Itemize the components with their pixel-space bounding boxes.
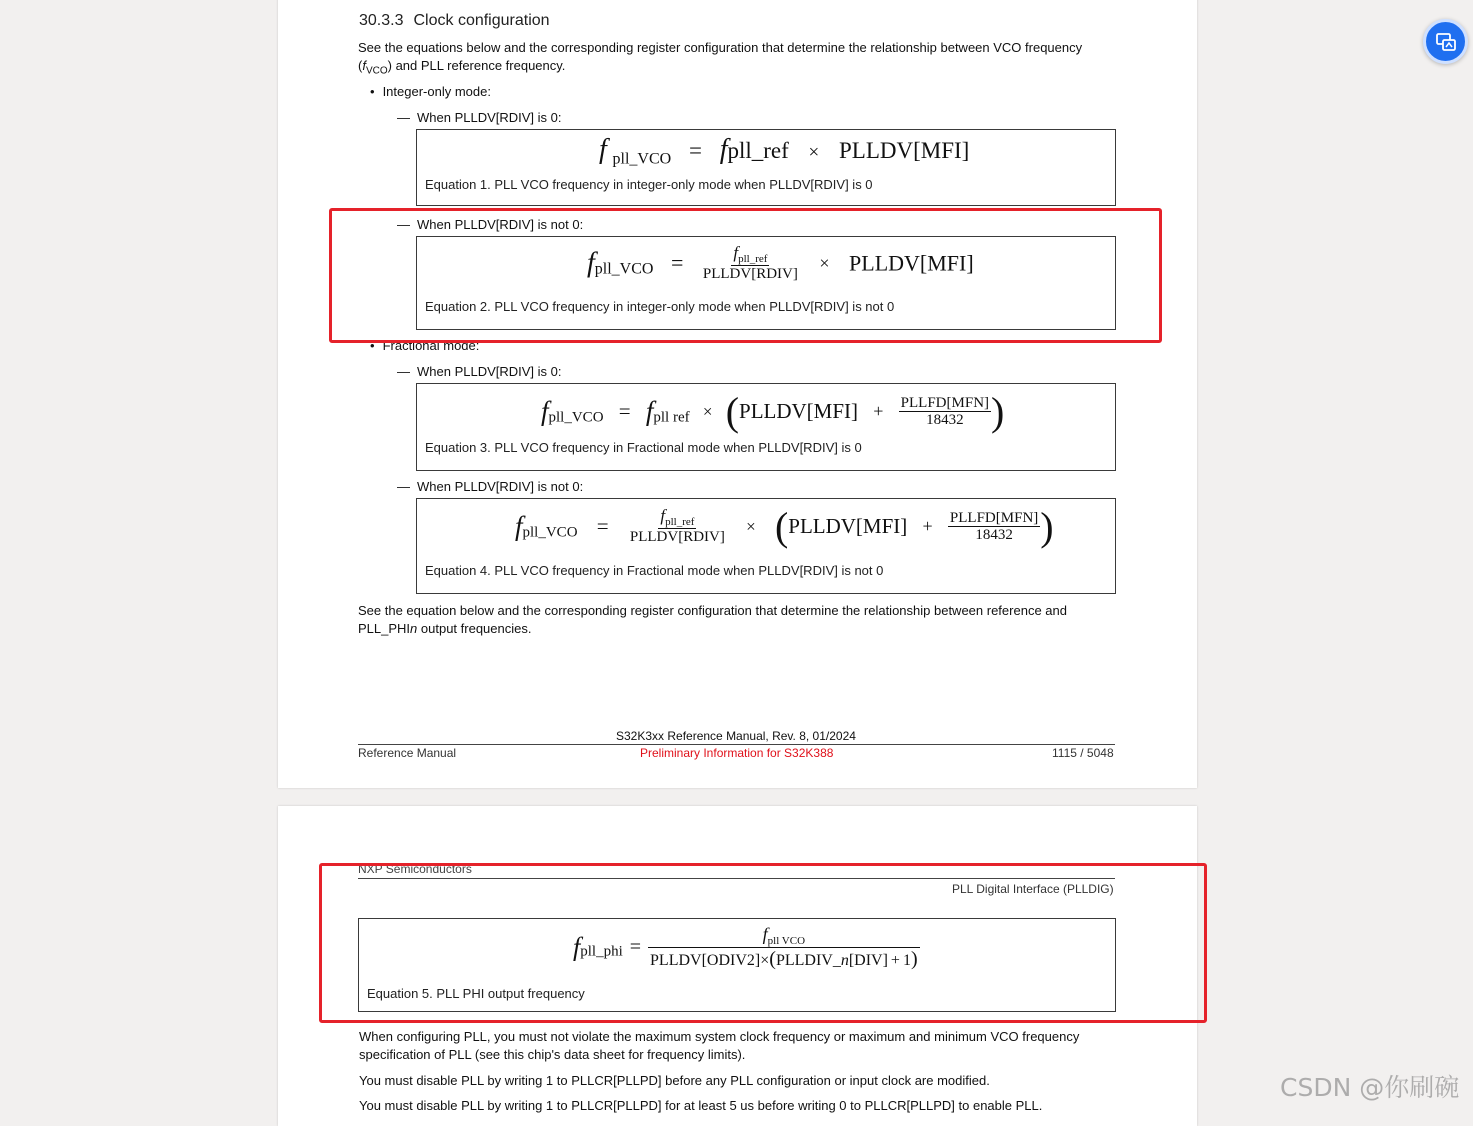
fraction-denominator: PLLDV[RDIV] bbox=[629, 529, 725, 546]
times-sign: × bbox=[702, 401, 713, 421]
mfi-term: PLLDV[MFI] bbox=[739, 399, 859, 423]
times-sign: × bbox=[746, 516, 756, 536]
mfn-fraction bbox=[948, 510, 1040, 544]
equals-sign: = bbox=[670, 250, 684, 276]
fraction-denominator bbox=[648, 948, 920, 970]
phi-fraction bbox=[648, 925, 920, 970]
outro-paragraph bbox=[358, 602, 1138, 638]
bullet-label: Integer-only mode: bbox=[382, 84, 491, 99]
equals-sign: = bbox=[629, 936, 642, 959]
footer-doc-type: Reference Manual bbox=[358, 746, 457, 760]
intro-suffix: ) and PLL reference frequency. bbox=[387, 58, 566, 73]
header-company: NXP Semiconductors bbox=[358, 862, 472, 876]
times-sign: × bbox=[808, 142, 820, 163]
fraction-denominator: 18432 bbox=[975, 527, 1013, 543]
intro-line-2 bbox=[358, 57, 1138, 81]
times-sign: × bbox=[819, 252, 830, 273]
f-symbol-num: f bbox=[660, 506, 666, 526]
lhs-subscript: pll_VCO bbox=[612, 150, 672, 168]
outro-rest: output frequencies. bbox=[417, 621, 532, 636]
plus-sign: + bbox=[922, 516, 933, 536]
bullet-fractional bbox=[370, 338, 479, 353]
f-symbol: f bbox=[599, 134, 607, 165]
equation-2-formula bbox=[587, 244, 974, 283]
dash-label: When PLLDV[RDIV] is not 0: bbox=[417, 479, 584, 494]
lhs-subscript: pll_VCO bbox=[548, 409, 604, 426]
f-symbol: f bbox=[515, 511, 523, 541]
f-symbol: f bbox=[587, 247, 595, 279]
pll-ref-fraction bbox=[701, 244, 800, 283]
intro-sub: VCO bbox=[365, 65, 388, 77]
dash-mark: — bbox=[397, 110, 410, 125]
translate-icon bbox=[1435, 31, 1457, 53]
equation-1-caption: Equation 1. PLL VCO frequency in integer-only mode when PLLDV[RDIV] is 0 bbox=[425, 177, 873, 192]
pdf-page-1115 bbox=[278, 0, 1197, 788]
odiv2-term: PLLDV[ODIV2] bbox=[650, 952, 761, 970]
dash-mark: — bbox=[397, 364, 410, 379]
one-term: 1 bbox=[902, 952, 911, 970]
outro-phi: PLL_PHI bbox=[358, 621, 411, 636]
translate-button[interactable] bbox=[1423, 19, 1468, 64]
equation-2-box bbox=[416, 236, 1116, 330]
dash-when-rdiv-0-b bbox=[397, 364, 562, 379]
f-symbol: f bbox=[573, 932, 581, 962]
section-title: Clock configuration bbox=[413, 12, 550, 29]
header-section-name: PLL Digital Interface (PLLDIG) bbox=[952, 882, 1114, 896]
times-sign: × bbox=[760, 952, 770, 970]
outro-n: n bbox=[410, 621, 418, 636]
pll-disable-paragraph: You must disable PLL by writing 1 to PLLCR[PLLPD] before any PLL configuration or input clock are modified. bbox=[359, 1073, 990, 1088]
pll-ref-label: pll_ref bbox=[727, 138, 789, 163]
fraction-numerator bbox=[658, 507, 696, 529]
f-symbol: f bbox=[541, 396, 549, 426]
outro-line-2 bbox=[358, 620, 1138, 638]
dash-when-rdiv-not0-b bbox=[397, 479, 583, 494]
equation-4-formula bbox=[515, 503, 1054, 550]
lhs-subscript: pll_phi bbox=[580, 943, 623, 960]
equation-1-formula bbox=[599, 134, 969, 169]
dash-label: When PLLDV[RDIV] is 0: bbox=[417, 364, 562, 379]
mfi-term: PLLDV[MFI] bbox=[839, 138, 970, 163]
dash-mark: — bbox=[397, 217, 410, 232]
equals-sign: = bbox=[688, 138, 702, 163]
lhs-subscript: pll_VCO bbox=[522, 524, 578, 541]
plldiv-term: PLLDIV_ bbox=[775, 952, 841, 970]
right-paren: ) bbox=[991, 389, 1005, 434]
footer-manual-title: S32K3xx Reference Manual, Rev. 8, 01/2024 bbox=[616, 729, 856, 743]
outro-line-1: See the equation below and the corresponding register configuration that determine the relationship between reference and bbox=[358, 603, 1067, 618]
fraction-numerator bbox=[731, 244, 769, 266]
num-subscript: pll VCO bbox=[767, 935, 806, 948]
header-rule bbox=[358, 878, 1115, 879]
dash-when-rdiv-0-a bbox=[397, 110, 562, 125]
lhs-subscript: pll_VCO bbox=[594, 260, 654, 278]
equation-2-caption: Equation 2. PLL VCO frequency in integer-only mode when PLLDV[RDIV] is not 0 bbox=[425, 299, 895, 314]
footer-rule bbox=[358, 744, 1115, 745]
num-subscript: pll_ref bbox=[738, 253, 768, 265]
pdf-page-1116 bbox=[278, 806, 1197, 1126]
mfi-term: PLLDV[MFI] bbox=[849, 250, 974, 276]
csdn-watermark: CSDN @你刷碗 bbox=[1280, 1073, 1460, 1102]
fraction-numerator bbox=[648, 925, 920, 948]
f-symbol-num: f bbox=[762, 924, 768, 944]
intro-line-1: See the equations below and the corresponding register configuration that determine the relationship between VCO frequency bbox=[358, 40, 1083, 55]
mfi-term: PLLDV[MFI] bbox=[788, 514, 908, 538]
pll-ref-fraction bbox=[628, 507, 727, 546]
bullet-dot: • bbox=[370, 338, 375, 353]
fraction-numerator: PLLFD[MFN] bbox=[949, 509, 1039, 526]
bullet-dot: • bbox=[370, 84, 375, 99]
equals-sign: = bbox=[596, 514, 609, 538]
right-paren: ) bbox=[910, 948, 918, 971]
equation-3-box bbox=[416, 383, 1116, 471]
plldiv-n: n bbox=[840, 952, 849, 970]
num-subscript: pll_ref bbox=[665, 516, 695, 529]
dash-label: When PLLDV[RDIV] is not 0: bbox=[417, 217, 584, 232]
left-paren: ( bbox=[774, 504, 789, 549]
equation-1-box bbox=[416, 129, 1116, 206]
section-heading bbox=[359, 12, 550, 30]
footer-page-number: 1115 / 5048 bbox=[1052, 746, 1114, 760]
section-number: 30.3.3 bbox=[359, 12, 404, 29]
dash-when-rdiv-not0-a bbox=[397, 217, 583, 232]
left-paren: ( bbox=[725, 389, 740, 434]
fraction-numerator: PLLFD[MFN] bbox=[900, 394, 990, 411]
fraction-denominator: PLLDV[RDIV] bbox=[702, 266, 798, 283]
equation-3-caption: Equation 3. PLL VCO frequency in Fractional mode when PLLDV[RDIV] is 0 bbox=[425, 440, 862, 455]
equation-5-caption: Equation 5. PLL PHI output frequency bbox=[367, 986, 585, 1001]
pll-disable-timing-paragraph: You must disable PLL by writing 1 to PLLCR[PLLPD] for at least 5 us before writing 0 to PLLCR[PLLPD] to enable PLL. bbox=[359, 1098, 1043, 1113]
pll-config-line-2: specification of PLL (see this chip's data sheet for frequency limits). bbox=[359, 1047, 746, 1062]
intro-f: f bbox=[362, 58, 366, 73]
equation-5-formula bbox=[573, 925, 920, 970]
equation-4-box bbox=[416, 498, 1116, 594]
bullet-label: Fractional mode: bbox=[382, 338, 480, 353]
intro-paragraph bbox=[358, 39, 1138, 81]
f-symbol-rhs: f bbox=[719, 134, 728, 165]
rhs-subscript: pll ref bbox=[653, 409, 690, 426]
plus-sign: + bbox=[873, 401, 884, 421]
footer-preliminary-notice: Preliminary Information for S32K388 bbox=[640, 746, 834, 760]
equation-5-box bbox=[358, 918, 1116, 1012]
right-paren: ) bbox=[1040, 504, 1054, 549]
f-symbol-num: f bbox=[733, 243, 739, 262]
bullet-integer-only bbox=[370, 84, 491, 99]
fraction-denominator: 18432 bbox=[926, 412, 964, 428]
pll-config-line-1: When configuring PLL, you must not violate the maximum system clock frequency or maximum and minimum VCO frequency bbox=[359, 1029, 1080, 1044]
pll-config-paragraph bbox=[359, 1028, 1139, 1064]
plus-sign: + bbox=[890, 952, 900, 970]
equation-3-formula bbox=[541, 388, 1004, 435]
intro-prefix: ( bbox=[358, 58, 363, 73]
mfn-fraction bbox=[899, 395, 991, 429]
div-term: [DIV] bbox=[848, 952, 888, 970]
f-symbol-rhs: f bbox=[645, 396, 654, 426]
left-paren: ( bbox=[769, 948, 776, 971]
dash-label: When PLLDV[RDIV] is 0: bbox=[417, 110, 562, 125]
dash-mark: — bbox=[397, 479, 410, 494]
equals-sign: = bbox=[618, 399, 631, 423]
equation-4-caption: Equation 4. PLL VCO frequency in Fractional mode when PLLDV[RDIV] is not 0 bbox=[425, 563, 884, 578]
